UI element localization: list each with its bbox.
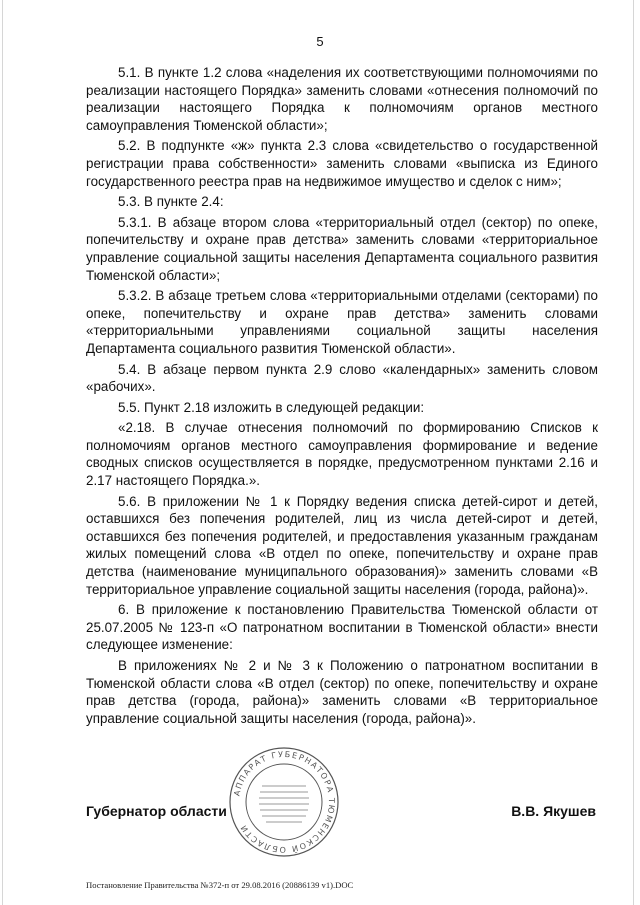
- paragraph-6-body: В приложениях № 2 и № 3 к Положению о патронатном воспитании в Тюменской области слова «В отдел (сектор) по опеке, попечительству и охране прав детства (города, района)» заменить словами «В территориальное управление социальной защиты населения (города, района)».: [86, 658, 598, 726]
- seal-inner-ring: [246, 764, 322, 840]
- paragraph-5-3-2: 5.3.2. В абзаце третьем слова «территориальными отделами (секторами) по опеке, попечительству и охране прав детства» заменить словами «территориальными управлениями социальной защиты населения Департамента социального развития Тюменской области».: [86, 288, 598, 356]
- official-seal: [228, 746, 340, 858]
- scan-edge-right: [633, 0, 634, 905]
- signatory-name: В.В. Якушев: [511, 803, 596, 819]
- document-body: [86, 64, 598, 730]
- document-footer: Постановление Правительства №372-п от 29.08.2016 (20886139 v1).DOC: [86, 880, 354, 890]
- paragraph-2-18-quote: «2.18. В случае отнесения полномочий по формированию Списков к полномочиям органов местного самоуправления формирование и ведение сводных списков осуществляется в порядке, предусмотренном пунктами 2.16 и 2.17 настоящего Порядка.».: [86, 420, 598, 489]
- paragraph-5-3-1: 5.3.1. В абзаце втором слова «территориальный отдел (сектор) по опеке, попечительству и охране прав детства» заменить словами «территориальное управление социальной защиты населения Департамента социального развития Тюменской области»;: [86, 214, 598, 283]
- paragraph-5-3: 5.3. В пункте 2.4:: [118, 194, 224, 210]
- paragraph-5-4: 5.4. В абзаце первом пункта 2.9 слово «календарных» заменить словом «рабочих».: [86, 361, 598, 395]
- signature-block: [86, 803, 598, 823]
- paragraph-5-1: 5.1. В пункте 1.2 слова «наделения их соответствующими полномочиями по реализации настоящего Порядка» заменить словами «отнесения полномочий по реализации настоящего Порядка к полномочиям органов местного самоуправления Тюменской области»;: [86, 65, 598, 133]
- paragraph-5-5: 5.5. Пункт 2.18 изложить в следующей редакции:: [118, 399, 425, 415]
- page-number: 5: [316, 34, 324, 49]
- paragraph-5-2: 5.2. В подпункте «ж» пункта 2.3 слова «свидетельство о государственной регистрации права собственности» заменить словами «выписка из Единого государственного реестра прав на недвижимое имущество и сделок с ним»;: [86, 138, 598, 189]
- seal-lettering: АППАРАТ ГУБЕРНАТОРА ТЮМЕНСКОЙ ОБЛАСТИ: [232, 749, 337, 855]
- signatory-title: Губернатор области: [86, 803, 227, 819]
- paragraph-6: 6. В приложение к постановлению Правительства Тюменской области от 25.07.2005 № 123-п «О патронатном воспитании в Тюменской области» внести следующее изменение:: [86, 602, 598, 653]
- scan-edge-left: [2, 0, 3, 905]
- paragraph-5-6: 5.6. В приложении № 1 к Порядку ведения списка детей-сирот и детей, оставшихся без попечения родителей, лиц из числа детей-сирот и детей, оставшихся без попечения родителей, и предоставления указанным гражданам жилых помещений слова «В отдел по опеке, попечительству и охране прав детства (наименование муниципального образования)» заменить словами «В территориальное управление социальной защиты населения (города, района)».: [86, 493, 598, 597]
